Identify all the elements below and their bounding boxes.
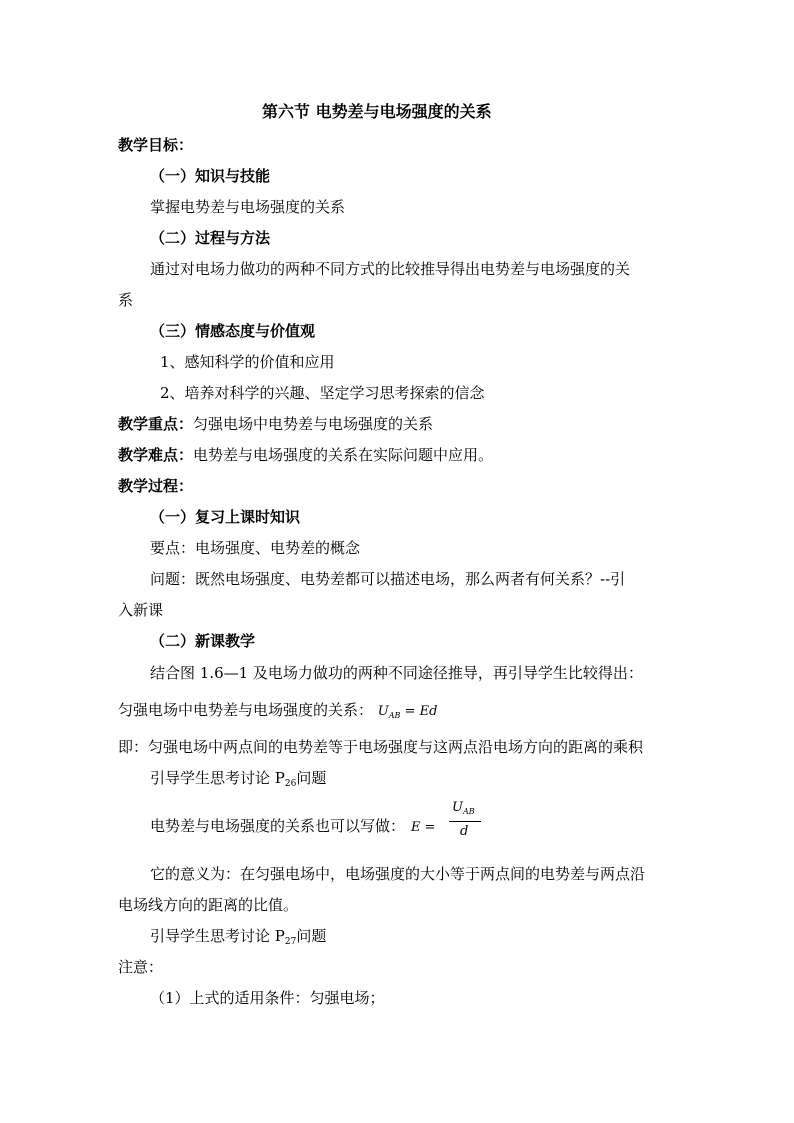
key-text: 匀强电场中电势差与电场强度的关系 [193, 415, 434, 433]
process-heading: （二）过程与方法 [150, 229, 271, 247]
new-lesson-text: 结合图 1.6—1 及电场力做功的两种不同途径推导，再引导学生比较得出： [150, 664, 643, 682]
significance-line2: 电场线方向的距离的比值。 [118, 896, 299, 914]
emotion-heading: （三）情感态度与价值观 [150, 322, 316, 340]
review-question-line2: 入新课 [118, 601, 164, 619]
objectives-heading: 教学目标： [118, 136, 194, 154]
meaning-text: 即：匀强电场中两点间的电势差等于电场强度与这两点沿电场方向的距离的乘积 [118, 738, 644, 756]
relation-line [118, 701, 437, 721]
knowledge-heading: （一）知识与技能 [150, 167, 271, 185]
difficulty-point [118, 446, 493, 464]
emotion-item-1: 1、感知科学的价值和应用 [160, 353, 335, 371]
relation-text: 匀强电场中电势差与电场强度的关系： [118, 701, 374, 719]
fraction-numerator: $U_{AB}$ [452, 800, 475, 816]
page-title: 第六节 电势差与电场强度的关系 [262, 102, 492, 121]
significance-line1: 它的意义为：在匀强电场中，电场强度的大小等于两点间的电势差与两点沿 [150, 865, 646, 883]
formula-u-equals-ed: $U_{AB} = Ed$ [377, 704, 438, 720]
process-text-line2: 系 [118, 291, 134, 309]
alt-form-line [150, 817, 436, 837]
fraction-denominator: d [460, 824, 469, 839]
discuss-p27: 引导学生思考讨论 $P_{27}$问题 [150, 927, 327, 947]
formula-e-fraction [448, 800, 488, 846]
formula-e-lhs: E = [411, 820, 436, 835]
new-lesson-heading: （二）新课教学 [150, 632, 256, 650]
review-question-line1: 问题：既然电场强度、电势差都可以描述电场，那么两者有何关系？--引 [150, 570, 626, 588]
difficulty-label: 教学难点： [118, 446, 194, 464]
review-heading: （一）复习上课时知识 [150, 508, 301, 526]
alt-form-text: 电势差与电场强度的关系也可以写做： [150, 817, 406, 835]
process-text-line1: 通过对电场力做功的两种不同方式的比较推导得出电势差与电场强度的关 [150, 260, 631, 278]
emotion-item-2: 2、培养对科学的兴趣、坚定学习思考探索的信念 [160, 384, 485, 402]
key-point [118, 415, 433, 433]
note-heading: 注意： [118, 958, 164, 976]
discuss-p26: 引导学生思考讨论 $P_{26}$问题 [150, 769, 327, 789]
key-label: 教学重点： [118, 415, 194, 433]
knowledge-item: 掌握电势差与电场强度的关系 [150, 198, 346, 216]
process-main-heading: 教学过程： [118, 477, 194, 495]
fraction-bar [449, 821, 481, 822]
difficulty-text: 电势差与电场强度的关系在实际问题中应用。 [193, 446, 494, 464]
note-item-1: （1）上式的适用条件：匀强电场； [150, 989, 385, 1007]
review-point: 要点：电场强度、电势差的概念 [150, 539, 361, 557]
